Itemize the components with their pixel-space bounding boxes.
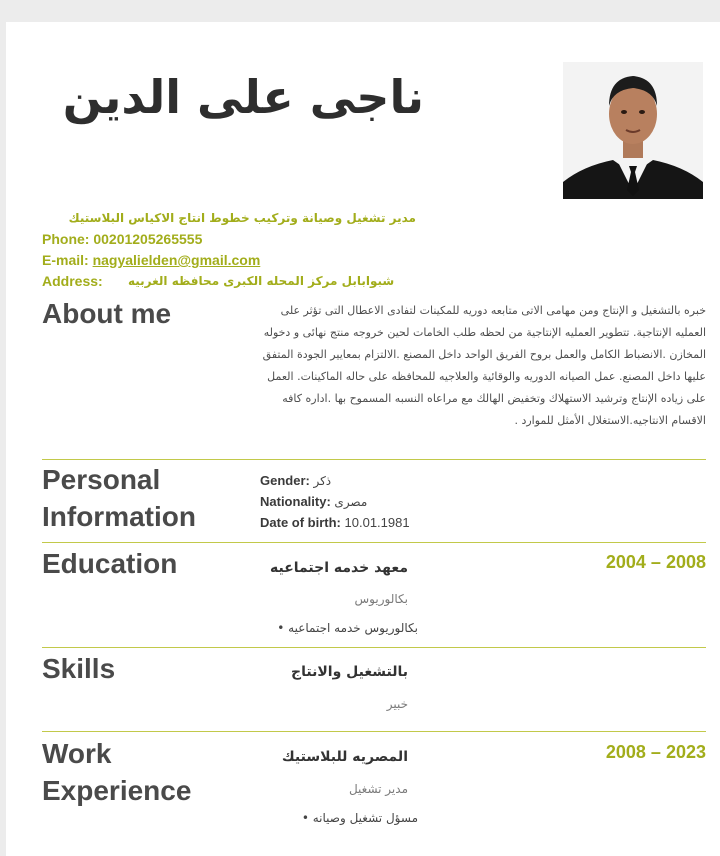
work-title-line1: Work — [42, 738, 112, 769]
divider — [42, 731, 706, 732]
education-degree: بكالوريوس — [354, 592, 408, 606]
divider — [42, 542, 706, 543]
personal-title-line2: Information — [42, 501, 196, 532]
address-value: شبوابابل مركز المحله الكبرى محافظه الغربيه — [128, 274, 395, 288]
work-title — [42, 735, 191, 809]
work-title-line2: Experience — [42, 775, 192, 806]
phone-value: 00201205265555 — [93, 231, 203, 247]
address-label: Address: — [42, 273, 103, 289]
contact-block — [42, 208, 462, 292]
work-company: المصريه للبلاستيك — [281, 749, 408, 765]
education-years: 2004 – 2008 — [605, 552, 706, 572]
gender-value: ذكر — [313, 474, 332, 488]
education-institution: معهد خدمه اجتماعيه — [270, 560, 408, 576]
about-text: خبره بالتشغيل و الإنتاج ومن مهامى الاتى متابعه دوريه للمكينات لتفادى الاعطال التى تؤثر على العمليه الإنتاجية. تتطوير العمليه الإنتاجية من لحظه طلب الخامات لحين خروجه منتج نهائى و دخوله المخازن .الانضباط الكامل والعمل بروح الفريق الواحد داخل المصنع .الالتزام بمعايير الجودة المتفق عليها داخل المصنع. عمل الصيانه الدوريه والوقائية والعلاجيه للمحافظه على حاله الماكينات. العمل على زياده الإنتاج وترشيد الاستهلاك وتخفيض الهالك مع مراعاه النسبه المسموح بها .اداره كافه الاقسام الانتاجيه.الاستغلال الأمثل للموارد . — [262, 304, 706, 427]
nationality-value: مصرى — [334, 495, 368, 509]
candidate-name: ناجى على الدين — [62, 70, 424, 124]
work-years: 2008 – 2023 — [605, 742, 706, 762]
skill-level: خبير — [386, 697, 408, 711]
work-position: مدير تشغيل — [348, 782, 408, 796]
skill-name: بالتشغيل والانتاج — [291, 664, 408, 680]
nationality-label: Nationality: — [260, 494, 331, 509]
personal-details — [260, 470, 410, 533]
skills-title: Skills — [42, 653, 116, 684]
job-title: مدير تشغيل وصيانة وتركيب خطوط انتاج الاكياس البلاستيك — [68, 211, 416, 225]
divider — [42, 459, 706, 460]
education-bullet: بكالوريوس خدمه اجتماعيه • — [277, 621, 418, 635]
dob-value: 10.01.1981 — [344, 515, 410, 530]
education-title: Education — [42, 548, 178, 579]
work-bullet: مسؤل تشغيل وصيانه • — [301, 811, 418, 825]
email-link[interactable]: nagyalielden@gmail.com — [92, 252, 261, 268]
dob-label: Date of birth: — [260, 515, 341, 530]
personal-title-line1: Personal — [42, 464, 161, 495]
phone-label: Phone: — [42, 231, 90, 247]
profile-photo — [563, 62, 703, 199]
personal-title — [42, 461, 196, 535]
gender-label: Gender: — [260, 473, 310, 488]
about-title: About me — [42, 298, 172, 329]
divider — [42, 647, 706, 648]
email-label: E-mail: — [42, 252, 89, 268]
